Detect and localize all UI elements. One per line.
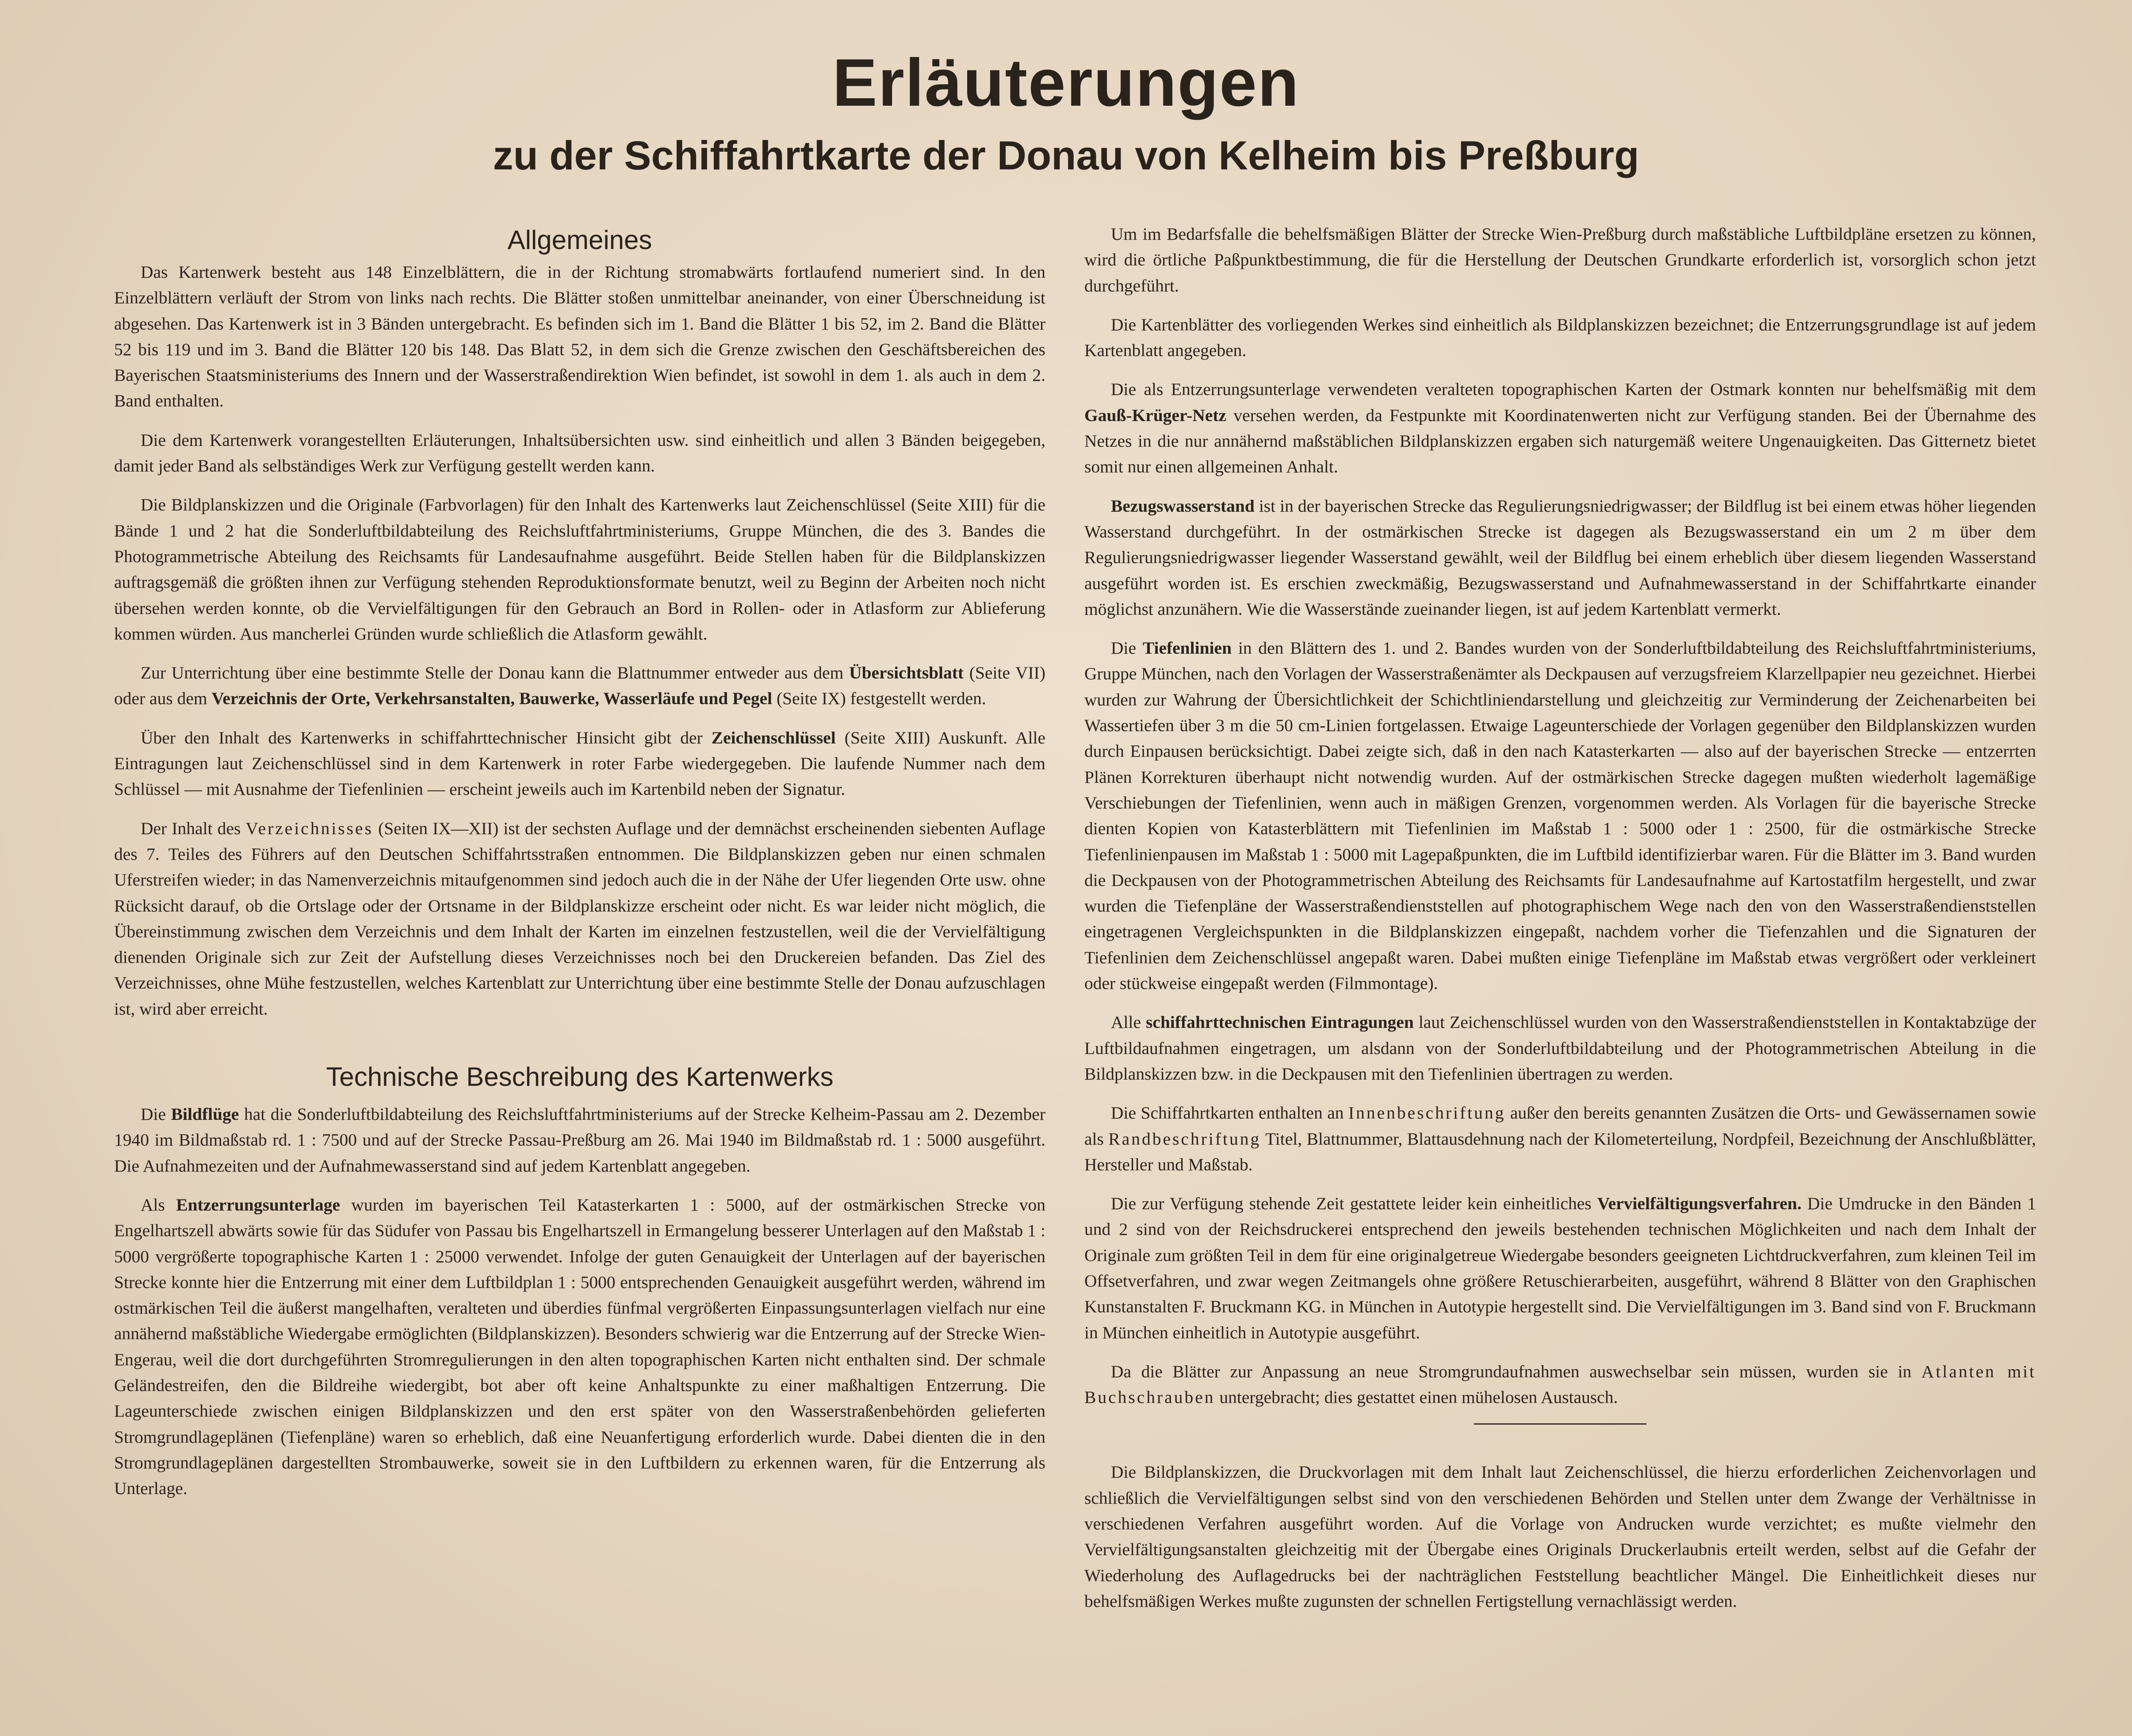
text-run: Der Inhalt des <box>141 818 246 838</box>
document-title: Erläuterungen <box>832 45 1300 120</box>
bold-term: Vervielfältigungsverfahren. <box>1597 1194 1802 1214</box>
text-run: Die Schiffahrtkarten enthalten an <box>1111 1103 1348 1123</box>
document-subtitle: zu der Schiffahrtkarte der Donau von Kelheim bis Preßburg <box>493 133 1639 178</box>
text-run: außer den bereits genannten Zusätzen die Orts- und Gewässernamen sowie als <box>1084 1103 2036 1149</box>
text-run: laut Zeichenschlüssel wurden von den Wasserstraßendienststellen in Kontaktabzüge der Luftbildaufnahmen eingetragen, um alsdann von der Sonderluftbildabteilung und der Photogrammetrischen Abteilung in die Bildplanskizzen bzw. in die Deckpausen mit den Tiefenlinien übertragen zu werden. <box>1084 1012 2036 1084</box>
bold-term: Bezugswasserstand <box>1111 496 1255 516</box>
text-run: (Seite VII) oder aus dem <box>114 663 1045 709</box>
spaced-term: Atlanten mit Buchschrauben <box>1084 1361 2036 1407</box>
spaced-term: Verzeichnisses <box>245 818 373 838</box>
paragraph <box>114 725 1045 802</box>
text-run: Alle <box>1111 1012 1146 1032</box>
text-run: Als <box>141 1195 176 1215</box>
text-run: Zur Unterrichtung über eine bestimmte Stelle der Donau kann die Blattnummer entweder aus dem <box>141 663 850 683</box>
right-column <box>1084 221 2036 1614</box>
text-run: versehen werden, da Festpunkte mit Koordinatenwerten nicht zur Verfügung standen. Bei der Übernahme des Netzes in die nur annähernd maßstäblichen Bildplanskizzen ergaben sich naturgemäß weitere Ungenauigkeiten. Das Gitternetz bietet somit nur einen allgemeinen Anhalt. <box>1084 405 2036 477</box>
bold-term: Gauß-Krüger-Netz <box>1084 405 1227 425</box>
paragraph <box>114 660 1045 712</box>
bold-term: Zeichenschlüssel <box>711 728 836 747</box>
paragraph <box>114 1101 1045 1179</box>
text-run: Die <box>1111 638 1143 658</box>
paragraph: Um im Bedarfsfalle die behelfsmäßigen Blätter der Strecke Wien-Preßburg durch maßstäbliche Luftbildpläne ersetzen zu können, wird die örtliche Paßpunktbestimmung, die für die Herstellung der Deutschen Grundkarte erforderlich ist, vorsorglich schon jetzt durchgeführt. <box>1084 224 2036 295</box>
text-run: Die zur Verfügung stehende Zeit gestattete leider kein einheitliches <box>1111 1194 1597 1214</box>
bold-term: Bildflüge <box>171 1104 239 1124</box>
bold-term: Tiefenlinien <box>1142 638 1232 658</box>
text-run: Titel, Blattnummer, Blattausdehnung nach der Kilometerteilung, Nordpfeil, Bezeichnung der Anschlußblätter, Hersteller und Maßstab. <box>1084 1129 2036 1174</box>
bold-term: Übersichtsblatt <box>849 663 964 683</box>
paragraph <box>1084 1100 2036 1177</box>
paragraph <box>114 1192 1045 1502</box>
text-run: ist in der bayerischen Strecke das Regulierungsniedrigwasser; der Bildflug ist bei einem etwas höher liegenden Wasserstand durchgeführt. In der ostmärkischen Strecke ist dagegen als Bezugswasserstand ein um 2 m über dem Regulierungsniedrigwasser liegender Wasserstand gewählt, weil der Bildflug bei einem erheblich über diesem liegenden Wasserstand ausgeführt worden ist. Es erschien zweckmäßig, Bezugswasserstand und Aufnahmewasserstand in der Schiffahrtkarte einander möglichst anzunähern. Wie die Wasserstände zueinander liegen, ist auf jedem Kartenblatt vermerkt. <box>1084 496 2036 619</box>
paragraph: Die Bildplanskizzen und die Originale (Farbvorlagen) für den Inhalt des Kartenwerks laut Zeichenschlüssel (Seite XIII) für die Bände 1 und 2 hat die Sonderluftbildabteilung des Reichsluftfahrtministeriums, Gruppe München, die des 3. Bandes die Photogrammetrische Abteilung des Reichsamts für Landesaufnahme ausgeführt. Beide Stellen haben für die Bildplanskizzen auftragsgemäß die größten ihnen zur Verfügung stehenden Reproduktionsformate benutzt, weil zu Beginn der Arbeiten noch nicht übersehen werden konnte, ob die Vervielfältigungen für den Gebrauch an Bord in Rollen- oder in Atlasform zur Ablieferung kommen würden. Aus mancherlei Gründen wurde schließlich die Atlasform gewählt. <box>114 495 1045 644</box>
left-column <box>114 221 1045 1501</box>
paragraph <box>1084 1359 2036 1410</box>
paragraph <box>1084 1009 2036 1087</box>
bold-term: Entzerrungsunterlage <box>176 1195 341 1215</box>
paragraph: Das Kartenwerk besteht aus 148 Einzelblättern, die in der Richtung stromabwärts fortlaufend numeriert sind. In den Einzelblättern verläuft der Strom von links nach rechts. Die Blätter stoßen unmittelbar aneinander, von einer Überschneidung ist abgesehen. Das Kartenwerk ist in 3 Bänden untergebracht. Es befinden sich im 1. Band die Blätter 1 bis 52, im 2. Band die Blätter 52 bis 119 und im 3. Band die Blätter 120 bis 148. Das Blatt 52, in dem sich die Grenze zwischen den Geschäftsbereichen des Bayerischen Staatsministeriums des Innern und der Wasserstraßendirektion Wien befindet, ist sowohl in dem 1. als auch in dem 2. Band enthalten. <box>114 262 1045 411</box>
paragraph: Die dem Kartenwerk vorangestellten Erläuterungen, Inhaltsübersichten usw. sind einheitlich und allen 3 Bänden beigegeben, damit jeder Band als selbständiges Werk zur Verfügung gestellt werden kann. <box>114 430 1045 476</box>
text-run: in den Blättern des 1. und 2. Bandes wurden von der Sonderluftbildabteilung des Reichsluftfahrtministeriums, Gruppe München, nach den Vorlagen der Wasserstraßenämter als Deckpausen auf verzugsfreiem Klarzellpapier neu gezeichnet. Hierbei wurden zur Wahrung der Übersichtlichkeit der Schichtliniendarstellung und gleichzeitig zur Verminderung der Zeichenarbeiten bei Wassertiefen über 3 m die 50 cm-Linien fortgelassen. Etwaige Lageunterschiede der Vorlagen gegenüber den Bildplanskizzen wurden durch Einpausen berücksichtigt. Dabei zeigte sich, daß in den nach Katasterkarten — also auf der bayerischen Strecke — entzerrten Plänen Korrekturen überhaupt nicht notwendig wurden. Auf der ostmärkischen Strecke dagegen mußten wiederholt lagemäßige Verschiebungen der Tiefenlinien, wenn auch in mäßigen Grenzen, vorgenommen werden. Als Vorlagen für die bayerische Strecke dienten Kopien von Katasterblättern mit Tiefenlinien im Maßstab 1 : 5000 oder 1 : 2500, für die ostmärkische Strecke Tiefenlinienpausen im Maßstab 1 : 5000 mit Lagepaßpunkten, die im Luftbild identifizierbar waren. Für die Blätter im 3. Band wurden die Deckpausen von der Photogrammetrischen Abteilung des Reichsamts für Landesaufnahme auf Kartostatfilm hergestellt, und zwar wurden die Tiefenpläne der Wasserstraßendienststellen auf photographischem Wege nach den von den Wasserstraßendienststellen eingetragenen Vergleichspunkten in die Bildplanskizzen eingepaßt, nachdem vorher die Tiefenzahlen und die Signaturen der Tiefenlinien dem Zeichenschlüssel angepaßt waren. Dabei mußten einige Tiefenpläne im Maßstab etwas vergrößert oder verkleinert oder stückweise eingepaßt werden (Filmmontage). <box>1084 638 2036 993</box>
text-run: wurden im bayerischen Teil Katasterkarten 1 : 5000, auf der ostmärkischen Strecke von Engelhartszell abwärts sowie für das Südufer von Passau bis Engelhartszell in Ermangelung besserer Unterlagen auf den Maßstab 1 : 5000 vergrößerte topographische Karten 1 : 25000 verwendet. Infolge der guten Genauigkeit der Unterlagen auf der bayerischen Strecke konnte hier die Entzerrung mit einer dem Luftbildplan 1 : 5000 entsprechenden Genauigkeit ausgeführt werden, während im ostmärkischen Teil die äußerst mangelhaften, veralteten und überdies fünfmal vergrößerten Einpassungsunterlagen vielfach nur eine annähernd maßstäbliche Wiedergabe ermöglichten (Bildplanskizzen). Besonders schwierig war die Entzerrung auf der Strecke Wien-Engerau, weil die dort durchgeführten Stromregulierungen in den alten topographischen Karten nicht enthalten sind. Der schmale Geländestreifen, den die Bildreihe wiedergibt, bot aber oft keine Anhaltspunkte zu einer maßhaltigen Entzerrung. Die Lageunterschiede zwischen einigen Bildplanskizzen und den erst später von den Wasserstraßenbehörden gelieferten Stromgrundlageplänen (Tiefenpläne) waren so erheblich, daß eine Neuanfertigung erforderlich wurde. Dabei dienten die in den Stromgrundlageplänen dargestellten Strombauwerke, soweit sie in den Luftbildern zu erkennen waren, für die Entzerrung als Unterlage. <box>114 1195 1046 1498</box>
text-run: hat die Sonderluftbildabteilung des Reichsluftfahrtministeriums auf der Strecke Kelheim-Passau am 2. Dezember 1940 im Bildmaßstab rd. 1 : 7500 und auf der Strecke Passau-Preßburg am 26. Mai 1940 im Bildmaßstab rd. 1 : 5000 ausgeführt. Die Aufnahmezeiten und der Aufnahmewasserstand sind auf jedem Kartenblatt angegeben. <box>114 1104 1045 1176</box>
spaced-term: Innenbeschriftung <box>1348 1103 1506 1123</box>
paragraph: Die Kartenblätter des vorliegenden Werkes sind einheitlich als Bildplanskizzen bezeichnet; die Entzerrungsgrundlage ist auf jedem Kartenblatt angegeben. <box>1084 314 2036 360</box>
bold-term: Verzeichnis der Orte, Verkehrsanstalten, Bauwerke, Wasserläufe und Pegel <box>211 689 773 709</box>
text-run: Die Umdrucke in den Bänden 1 und 2 sind von der Reichsdruckerei entsprechend den jeweils bestehenden technischen Möglichkeiten und nach dem Inhalt der Originale zum größten Teil in dem für eine originalgetreue Wiedergabe besonders geeigneten Lichtdruckverfahren, zum kleinen Teil im Offsetverfahren, und zwar wegen Zeitmangels ohne größere Retuschierarbeiten, ausgeführt, während 8 Blätter von den Graphischen Kunstanstalten F. Bruckmann KG. in München in Autotypie hergestellt sind. Die Vervielfältigungen im 3. Band sind von F. Bruckmann in München einheitlich in Autotypie ausgeführt. <box>1084 1194 2036 1342</box>
text-run: (Seite IX) festgestellt werden. <box>772 689 986 709</box>
text-run: Die <box>141 1104 171 1124</box>
paragraph <box>1084 376 2036 479</box>
text-run: untergebracht; dies gestattet einen mühelosen Austausch. <box>1215 1387 1618 1407</box>
paragraph <box>1084 635 2036 996</box>
paragraph: Die Bildplanskizzen, die Druckvorlagen mit dem Inhalt laut Zeichenschlüssel, die hierzu erforderlichen Zeichenvorlagen und schließlich die Vervielfältigungen selbst sind von den verschiedenen Behörden und Stellen unter dem Zwange der Verhältnisse in verschiedenen Verfahren ausgeführt worden. Auf die Vorlage von Andrucken wurde verzichtet; es mußte vielmehr den Vervielfältigungsanstalten gleichzeitig mit der Übergabe eines Originals Druckerlaubnis erteilt werden, selbst auf die Gefahr der Wiederholung des Auflagedrucks bei der nachträglichen Feststellung beachtlicher Mängel. Die Einheitlichkeit dieses nur behelfsmäßigen Werkes mußte zugunsten der schnellen Fertigstellung vernachlässigt werden. <box>1084 1462 2036 1611</box>
paragraph <box>1084 493 2036 622</box>
paragraph <box>1084 1191 2036 1345</box>
section-heading-allgemeines: Allgemeines <box>507 225 652 255</box>
section-heading-technik: Technische Beschreibung des Kartenwerks <box>326 1062 834 1092</box>
text-run: Da die Blätter zur Anpassung an neue Stromgrundaufnahmen auswechselbar sein müssen, wurden sie in <box>1111 1361 1921 1381</box>
bold-term: schiffahrttechnischen Eintragungen <box>1146 1012 1414 1032</box>
text-run: Die als Entzerrungsunterlage verwendeten veralteten topographischen Karten der Ostmark konnten nur behelfsmäßig mit dem <box>1111 379 2036 399</box>
section-divider <box>1474 1423 1646 1425</box>
text-run: (Seiten IX—XII) ist der sechsten Auflage und der demnächst erscheinenden siebenten Auflage des 7. Teiles des Führers auf den Deutschen Schiffahrtsstraßen entnommen. Die Bildplanskizzen geben nur einen schmalen Uferstreifen wieder; in das Namenverzeichnis mitaufgenommen sind jedoch auch die in der Nähe der Ufer liegenden Orte usw. ohne Rücksicht darauf, ob die Ortslage oder der Ortsname in der Bildplanskizze erscheint oder nicht. Es war leider nicht möglich, die Übereinstimmung zwischen dem Verzeichnis und dem Inhalt der Karten im einzelnen festzustellen, weil die der Vervielfältigung dienenden Originale sich zur Zeit der Aufstellung dieses Verzeichnisses noch bei den Druckereien befanden. Das Ziel des Verzeichnisses, ohne Mühe festzustellen, welches Kartenblatt zur Unterrichtung über eine bestimmte Stelle der Donau aufzuschlagen ist, wird aber erreicht. <box>114 818 1045 1019</box>
text-run: (Seite XIII) Auskunft. Alle Eintragungen laut Zeichenschlüssel sind in dem Kartenwerk in roter Farbe wiedergegeben. Die laufende Nummer nach dem Schlüssel — mit Ausnahme der Tiefenlinien — erscheint jeweils auch im Kartenbild neben der Signatur. <box>114 728 1046 799</box>
paragraph <box>114 816 1045 1022</box>
spaced-term: Randbeschriftung <box>1108 1129 1261 1149</box>
text-run: Über den Inhalt des Kartenwerks in schiffahrttechnischer Hinsicht gibt der <box>141 728 712 747</box>
